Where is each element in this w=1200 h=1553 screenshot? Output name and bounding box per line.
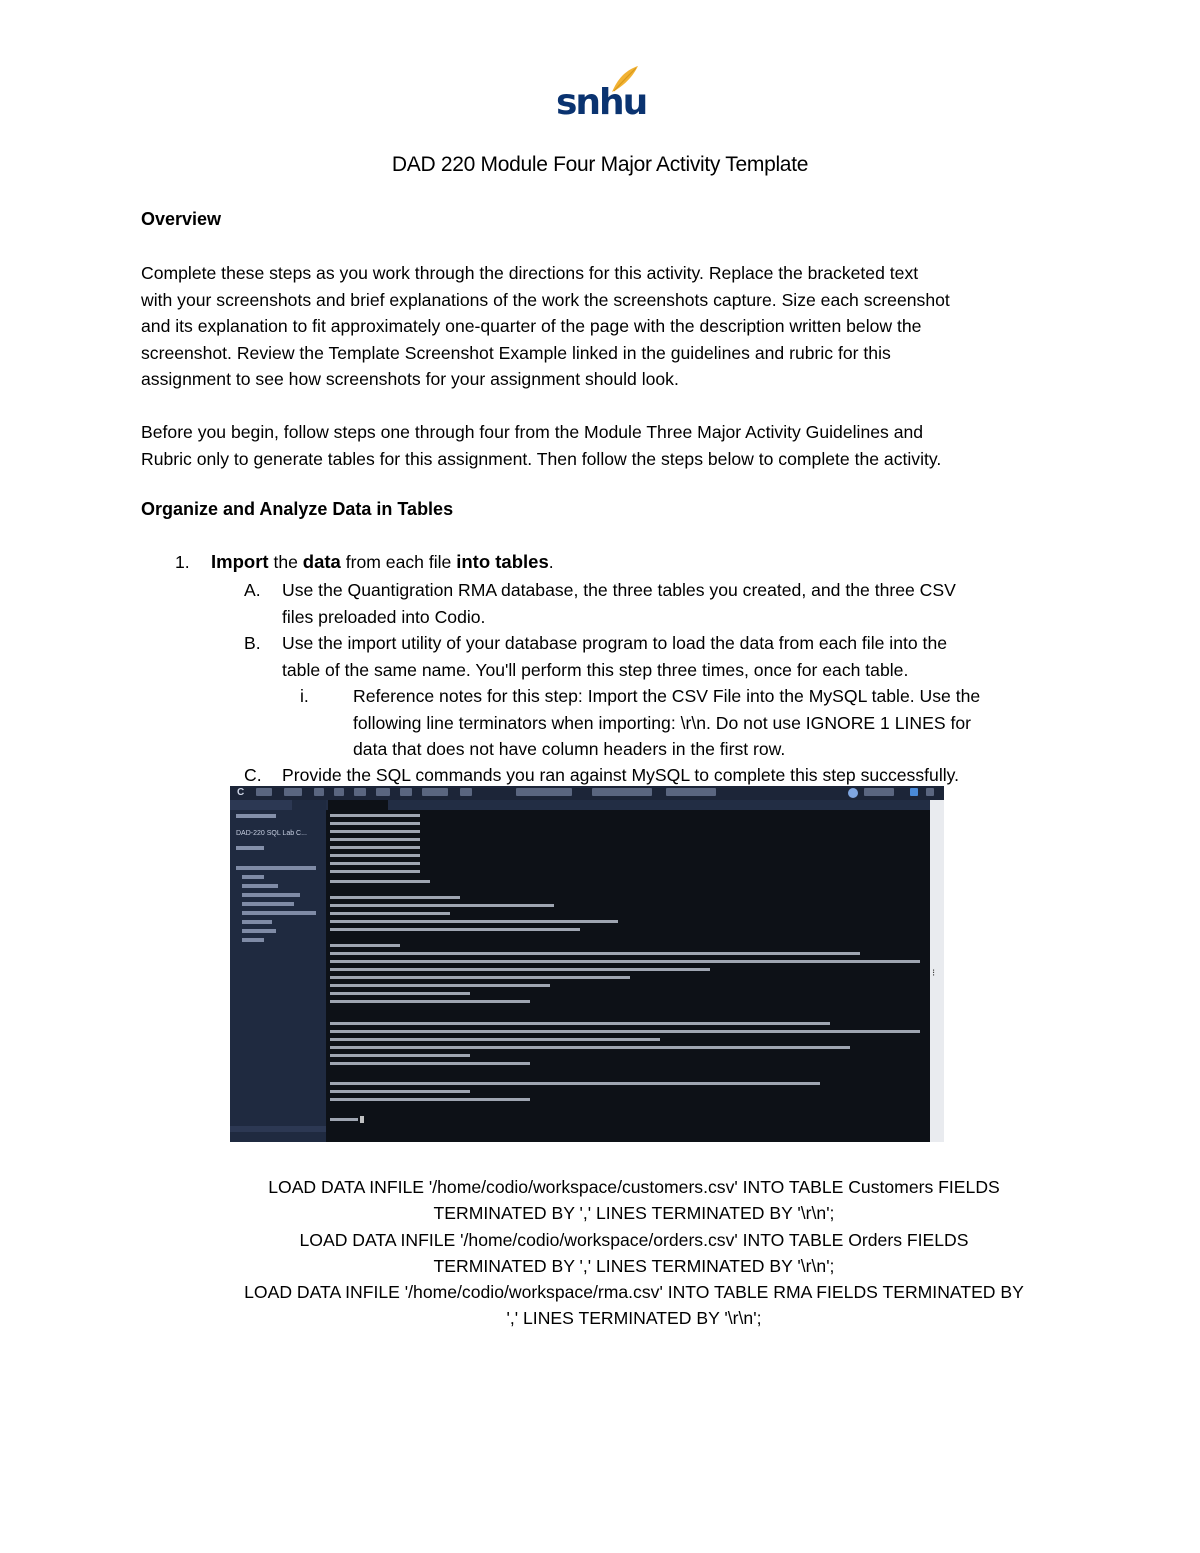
sql-line: ',' LINES TERMINATED BY '\r\n'; [506, 1308, 762, 1329]
sql-line: LOAD DATA INFILE '/home/codio/workspace/rma.csv' INTO TABLE RMA FIELDS TERMINATED BY [244, 1282, 1024, 1303]
sql-line: LOAD DATA INFILE '/home/codio/workspace/orders.csv' INTO TABLE Orders FIELDS [299, 1229, 969, 1250]
text-line: assignment to see how screenshots for your assignment should look. [141, 369, 679, 389]
project-name: DAD-220 SQL Lab C... [236, 830, 307, 837]
text-line: following line terminators when importing: \r\n. Do not use IGNORE 1 LINES for [353, 712, 971, 733]
text-line: screenshot. Review the Template Screenshot Example linked in the guidelines and rubric for this [141, 342, 891, 363]
text-line: Use the Quantigration RMA database, the three tables you created, and the three CSV [282, 580, 956, 600]
step-keyword: data [302, 551, 341, 572]
page-title: DAD 220 Module Four Major Activity Template [391, 153, 809, 176]
step-text: from each file [340, 552, 457, 572]
sidebar-scrollbar [230, 1126, 326, 1132]
terminal-tab [328, 800, 388, 810]
text-line: Complete these steps as you work through the directions for this activity. Replace the bracketed text [141, 263, 919, 283]
sidebar-tab [230, 800, 292, 810]
text-line: and its explanation to fit approximately one-quarter of the page with the description written below the [141, 316, 922, 336]
file-tree-panel [230, 800, 326, 1142]
logo-text: snhu [556, 82, 647, 123]
sql-line: TERMINATED BY ',' LINES TERMINATED BY '\r\n'; [433, 1203, 835, 1224]
terminal-output [326, 810, 930, 1142]
overview-paragraph-1 [141, 260, 1071, 393]
list-marker: i. [300, 686, 309, 706]
ide-menubar [230, 786, 944, 800]
terminal-cursor [360, 1116, 364, 1123]
drag-handle-icon: ⁝ [932, 968, 936, 979]
text-line: Reference notes for this step: Import the CSV File into the MySQL table. Use the [353, 686, 981, 706]
sql-line: TERMINATED BY ',' LINES TERMINATED BY '\r\n'; [433, 1255, 835, 1276]
text-line: Before you begin, follow steps one through four from the Module Three Major Activity Guidelines and [141, 422, 924, 442]
step-text: . [548, 552, 554, 572]
sql-line: LOAD DATA INFILE '/home/codio/workspace/customers.csv' INTO TABLE Customers FIELDS [268, 1177, 1000, 1197]
codio-terminal-screenshot [230, 786, 944, 1142]
codio-logo-icon: C [237, 787, 245, 798]
text-line: Rubric only to generate tables for this assignment. Then follow the steps below to complete the activity. [141, 448, 942, 469]
overview-paragraph-2 [141, 419, 1071, 472]
step-1 [175, 551, 554, 573]
text-line: Provide the SQL commands you ran against MySQL to complete this step successfully. [282, 765, 960, 785]
step-keyword: Import [211, 551, 269, 572]
text-line: files preloaded into Codio. [282, 606, 486, 627]
terminal-scrollbar [930, 800, 944, 1142]
text-line: table of the same name. You'll perform this step three times, once for each table. [282, 659, 909, 680]
text-line: data that does not have column headers in the first row. [353, 739, 786, 759]
step-text: the [268, 552, 303, 572]
list-marker: C. [244, 765, 262, 785]
step-keyword: into tables [456, 551, 549, 572]
list-marker: A. [244, 580, 261, 600]
sql-commands [130, 1174, 1138, 1332]
terminal-tab-bar [326, 800, 930, 810]
list-marker: B. [244, 633, 261, 653]
section-heading: Organize and Analyze Data in Tables [141, 499, 454, 519]
text-line: with your screenshots and brief explanations of the work the screenshots capture. Size each screenshot [141, 289, 950, 310]
snhu-logo [552, 64, 647, 128]
avatar [848, 788, 858, 798]
step-number: 1. [175, 552, 190, 572]
overview-heading: Overview [141, 209, 222, 229]
text-line: Use the import utility of your database program to load the data from each file into the [282, 633, 948, 653]
